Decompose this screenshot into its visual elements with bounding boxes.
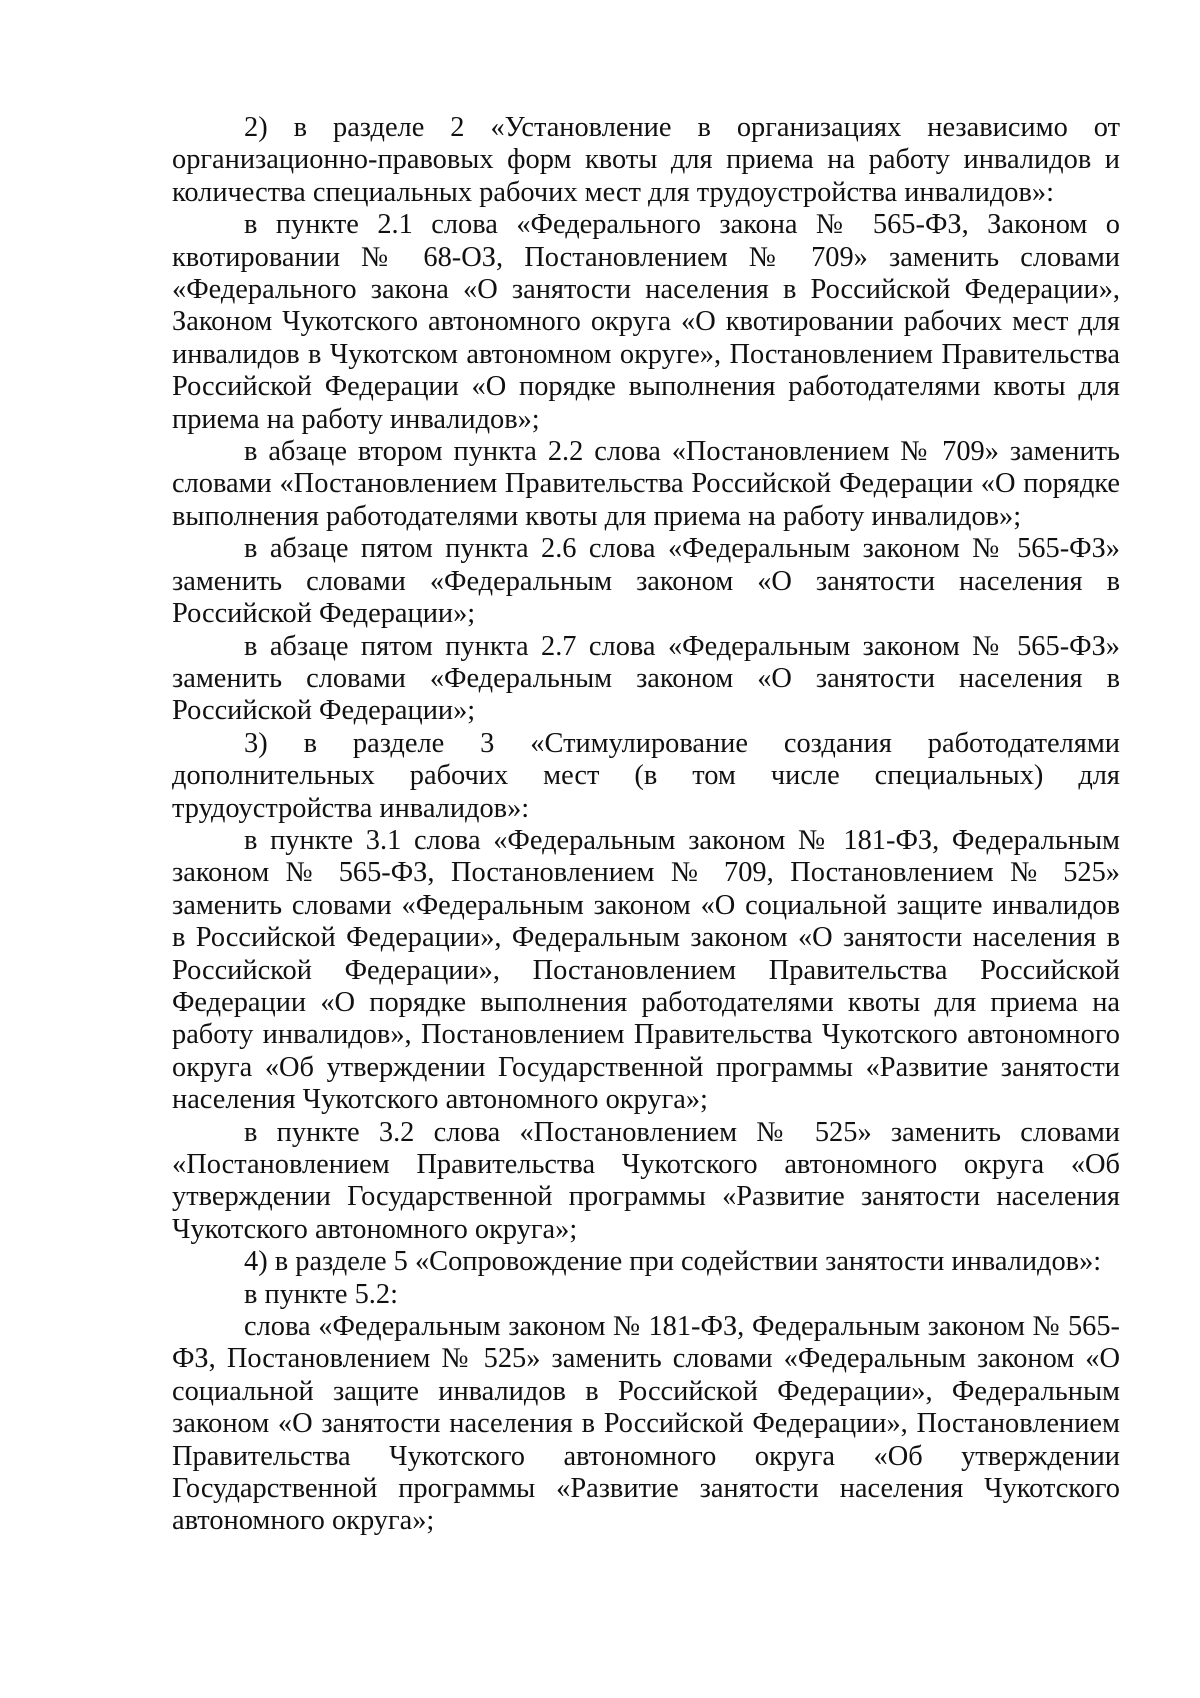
- paragraph-section-3-amendment: 3) в разделе 3 «Стимулирование создания работодателями дополнительных рабочих мест (в том числе специальных) для трудоустройства инвалидов»:: [172, 727, 1120, 824]
- document-page: [172, 112, 1120, 1538]
- paragraph-section-2-amendment: 2) в разделе 2 «Установление в организациях независимо от организационно-правовых форм квоты для приема на работу инвалидов и количества специальных рабочих мест для трудоустройства инвалидов»:: [172, 112, 1120, 208]
- paragraph-section-5-amendment: 4) в разделе 5 «Сопровождение при содействии занятости инвалидов»:: [244, 1246, 1102, 1278]
- paragraph-point-5-2: в пункте 5.2:: [244, 1278, 398, 1310]
- paragraph-point-2-7: в абзаце пятом пункта 2.7 слова «Федеральным законом № 565-ФЗ» заменить словами «Федеральным законом «О занятости населения в Российской Федерации»;: [172, 630, 1120, 727]
- paragraph-point-3-1: в пункте 3.1 слова «Федеральным законом № 181-ФЗ, Федеральным законом № 565-ФЗ, Постановлением № 709, Постановлением № 525» заменить словами «Федеральным законом «О социальной защите инвалидов в Российской Федерации», Федеральным законом «О занятости населения в Российской Федерации», Постановлением Правительства Российской Федерации «О порядке выполнения работодателями квоты для приема на работу инвалидов», Постановлением Правительства Чукотского автономного округа «Об утверждении Государственной программы «Развитие занятости населения Чукотского автономного округа»;: [172, 824, 1120, 1116]
- paragraph-point-2-6: в абзаце пятом пункта 2.6 слова «Федеральным законом № 565-ФЗ» заменить словами «Федеральным законом «О занятости населения в Российской Федерации»;: [172, 533, 1120, 630]
- paragraph-point-2-1: в пункте 2.1 слова «Федерального закона № 565-ФЗ, Законом о квотировании № 68-ОЗ, Постановлением № 709» заменить словами «Федерального закона «О занятости населения в Российской Федерации», Законом Чукотского автономного округа «О квотировании рабочих мест для инвалидов в Чукотском автономном округе», Постановлением Правительства Российской Федерации «О порядке выполнения работодателями квоты для приема на работу инвалидов»;: [172, 209, 1120, 435]
- paragraph-point-3-2: в пункте 3.2 слова «Постановлением № 525» заменить словами «Постановлением Правительства Чукотского автономного округа «Об утверждении Государственной программы «Развитие занятости населения Чукотского автономного округа»;: [172, 1116, 1120, 1245]
- paragraph-point-5-2-words: слова «Федеральным законом № 181-ФЗ, Федеральным законом № 565-ФЗ, Постановлением № 525» заменить словами «Федеральным законом «О социальной защите инвалидов в Российской Федерации», Федеральным законом «О занятости населения в Российской Федерации», Постановлением Правительства Чукотского автономного округа «Об утверждении Государственной программы «Развитие занятости населения Чукотского автономного округа»;: [172, 1311, 1120, 1537]
- paragraph-point-2-2: в абзаце втором пункта 2.2 слова «Постановлением № 709» заменить словами «Постановлением Правительства Российской Федерации «О порядке выполнения работодателями квоты для приема на работу инвалидов»;: [172, 436, 1120, 532]
